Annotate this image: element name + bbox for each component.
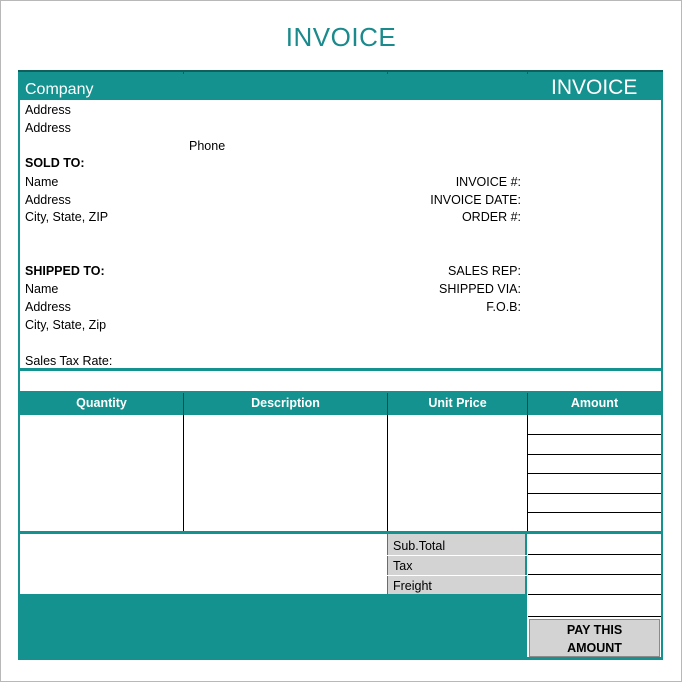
header-divider: [387, 393, 388, 415]
sold-to-address[interactable]: Address: [25, 193, 71, 207]
amount-row-line: [528, 434, 661, 435]
header-top-rule: [18, 70, 663, 72]
column-header-unit-price: Unit Price: [428, 396, 487, 410]
shipped-via-label: SHIPPED VIA:: [439, 282, 521, 296]
description-cell[interactable]: [184, 417, 386, 530]
notes-cell[interactable]: [18, 534, 387, 594]
side-band-left: [18, 371, 20, 391]
sales-rep-label: SALES REP:: [448, 264, 521, 278]
subtotal-label: Sub.Total: [393, 539, 446, 553]
sold-to-city[interactable]: City, State, ZIP: [25, 210, 109, 224]
fob-label: F.O.B:: [486, 300, 521, 314]
invoice-heading: INVOICE: [551, 76, 638, 99]
shipped-to-heading: SHIPPED TO:: [25, 264, 105, 278]
subtotal-amount-cell[interactable]: [528, 535, 661, 553]
company-address-1[interactable]: Address: [25, 103, 71, 117]
header-tick: [527, 70, 528, 74]
sold-to-heading: SOLD TO:: [25, 156, 85, 170]
invoice-number-label: INVOICE #:: [455, 175, 521, 189]
invoice-date-label: INVOICE DATE:: [430, 193, 521, 207]
column-header-description: Description: [251, 396, 320, 410]
amount-row-line: [528, 493, 661, 494]
column-header-amount: Amount: [570, 396, 619, 410]
company-phone[interactable]: Phone: [189, 139, 226, 153]
tax-amount-cell[interactable]: [528, 555, 661, 573]
page-title: INVOICE: [285, 22, 397, 52]
sales-tax-rate-label: Sales Tax Rate:: [25, 354, 113, 368]
amount-row-line: [528, 512, 661, 513]
amount-row-line: [528, 473, 661, 474]
shipped-to-name[interactable]: Name: [25, 282, 59, 296]
summary-divider: [387, 555, 527, 556]
unit-price-cell[interactable]: [388, 417, 526, 530]
footer-band: [18, 594, 527, 660]
quantity-cell[interactable]: [20, 417, 182, 530]
shipped-to-address[interactable]: Address: [25, 300, 71, 314]
freight-label: Freight: [393, 579, 432, 593]
summary-divider: [387, 575, 527, 576]
pay-this-amount-button[interactable]: [529, 619, 660, 657]
right-edge-band: [661, 534, 663, 660]
header-divider: [183, 393, 184, 415]
freight-amount-cell[interactable]: [528, 575, 661, 593]
shipped-to-city[interactable]: City, State, Zip: [25, 318, 107, 332]
sold-to-name[interactable]: Name: [25, 175, 59, 189]
amount-bottom-rule: [527, 657, 663, 660]
order-number-label: ORDER #:: [461, 210, 521, 224]
amount-row-line: [528, 454, 661, 455]
header-tick: [387, 70, 388, 74]
amount-row-line: [528, 616, 661, 617]
company-name[interactable]: Company: [25, 81, 94, 98]
pay-line-2: AMOUNT: [567, 641, 622, 655]
invoice-info-box: [18, 100, 663, 370]
company-address-2[interactable]: Address: [25, 121, 71, 135]
pay-line-1: PAY THIS: [566, 623, 623, 637]
column-header-quantity: Quantity: [76, 396, 127, 410]
header-divider: [527, 393, 528, 415]
info-bottom-rule: [18, 368, 663, 371]
amount-row-line: [528, 594, 661, 595]
tax-label: Tax: [393, 559, 413, 573]
side-band-right: [661, 371, 663, 391]
header-tick: [183, 70, 184, 74]
